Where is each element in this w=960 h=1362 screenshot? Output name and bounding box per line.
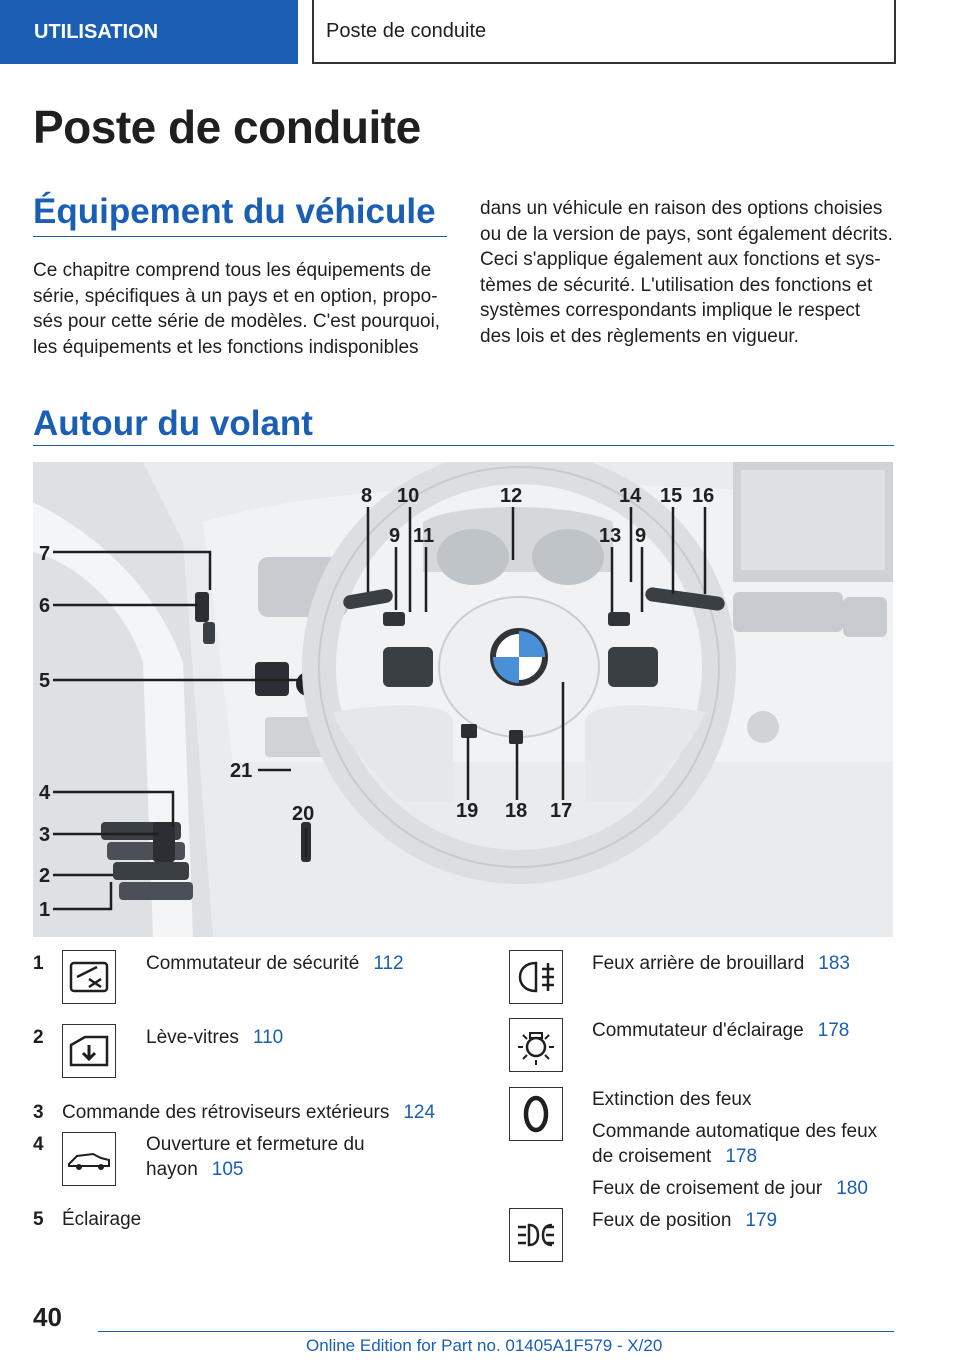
callout-1: 1	[39, 899, 51, 921]
text-line: tèmes de sécurité. L'utilisation des fonctions et	[480, 274, 873, 296]
lights-off-icon	[509, 1087, 563, 1141]
legend-item-light-switch	[592, 1018, 849, 1043]
text-line: des lois et des règlements en vigueur.	[480, 325, 799, 347]
legend-text: Ouverture et fermeture du	[146, 1134, 365, 1155]
callout-17: 17	[550, 800, 573, 822]
callout-13: 13	[599, 525, 622, 547]
legend-item-4	[146, 1132, 365, 1182]
cockpit-illustration	[33, 462, 893, 937]
tailgate-icon	[62, 1132, 116, 1186]
page-reference-link[interactable]: 112	[373, 953, 404, 974]
chapter-label: Poste de conduite	[326, 19, 487, 42]
page-reference-link[interactable]: 105	[211, 1159, 244, 1180]
legend-text: Commutateur de sécurité	[146, 953, 360, 974]
legend-item-rear-fog	[592, 951, 850, 976]
heading-rule	[33, 445, 894, 446]
legend-text: Feux de position	[592, 1210, 732, 1231]
intro-column-1	[33, 258, 453, 360]
text-line: ou de la version de pays, sont également décrits.	[480, 223, 893, 245]
legend-number: 4	[33, 1134, 44, 1155]
legend-number: 3	[33, 1102, 44, 1123]
legend-text: hayon	[146, 1159, 198, 1180]
callout-5: 5	[39, 670, 51, 692]
callout-18: 18	[505, 800, 528, 822]
child-lock-switch-icon	[62, 950, 116, 1004]
callout-21: 21	[230, 760, 253, 782]
page-reference-link[interactable]: 124	[403, 1102, 436, 1123]
text-line: sés pour cette série de modèles. C'est pourquoi,	[33, 311, 441, 332]
legend-number: 2	[33, 1027, 44, 1048]
legend-text: Éclairage	[62, 1209, 142, 1230]
legend-text: Commutateur d'éclairage	[592, 1020, 804, 1041]
callout-8: 8	[361, 485, 373, 507]
chapter-tab	[312, 0, 896, 64]
section-tab	[0, 0, 298, 64]
legend-item-5	[62, 1207, 141, 1232]
legend-number: 5	[33, 1209, 44, 1230]
legend-number: 1	[33, 953, 44, 974]
intro-column-2	[480, 196, 900, 349]
legend-text: Feux arrière de brouillard	[592, 953, 805, 974]
text-line: Ce chapitre comprend tous les équipements de	[33, 260, 432, 281]
page-reference-link[interactable]: 178	[725, 1146, 758, 1167]
legend-item-2	[146, 1025, 283, 1050]
page-reference-link[interactable]: 178	[817, 1020, 850, 1041]
legend-text: Extinction des feux	[592, 1089, 752, 1110]
text-line: dans un véhicule en raison des options choisies	[480, 198, 883, 219]
callout-2: 2	[39, 865, 51, 887]
light-switch-icon	[509, 1018, 563, 1072]
legend-text: Feux de croisement de jour	[592, 1178, 823, 1199]
legend-item-1	[146, 951, 404, 976]
page-reference-link[interactable]: 110	[252, 1027, 284, 1048]
footer-rule	[98, 1331, 894, 1332]
legend-item-lights-off	[592, 1087, 877, 1201]
page-title: Poste de conduite	[33, 101, 421, 153]
text-line: Ceci s'applique également aux fonctions et sys‐	[480, 249, 881, 270]
legend-item-3	[62, 1100, 435, 1125]
page-reference-link[interactable]: 179	[745, 1210, 778, 1231]
section-label: UTILISATION	[34, 20, 159, 43]
callout-14: 14	[619, 485, 642, 507]
callout-10: 10	[397, 485, 420, 507]
legend-text: de croisement	[592, 1146, 712, 1167]
text-line: les équipements et les fonctions indisponibles	[33, 336, 419, 358]
rear-fog-light-icon	[509, 950, 563, 1004]
callout-4: 4	[39, 782, 51, 804]
text-line: série, spécifiques à un pays et en option, propo‐	[33, 285, 438, 307]
callout-16: 16	[692, 485, 715, 507]
callout-9: 9	[389, 525, 401, 547]
page-reference-link[interactable]: 180	[836, 1178, 868, 1199]
cockpit-drawing	[33, 462, 893, 937]
callout-15: 15	[660, 485, 683, 507]
parking-lights-icon	[509, 1208, 563, 1262]
callout-7: 7	[39, 543, 51, 565]
legend-text: Commande des rétroviseurs extérieurs	[62, 1102, 390, 1123]
callout-6: 6	[39, 595, 51, 617]
legend-text: Commande automatique des feux	[592, 1121, 878, 1142]
legend-item-parking-lights	[592, 1208, 777, 1233]
callout-12: 12	[500, 485, 523, 507]
callout-11: 11	[413, 525, 435, 547]
callout-9b: 9	[635, 525, 647, 547]
legend-text: Lève-vitres	[146, 1027, 239, 1048]
text-line: systèmes correspondants implique le respect	[480, 300, 861, 321]
window-lifter-icon	[62, 1024, 116, 1078]
page-number: 40	[33, 1302, 62, 1332]
page-reference-link[interactable]: 183	[818, 953, 850, 974]
footer-edition: Online Edition for Part no. 01405A1F579 - X/20	[306, 1336, 663, 1355]
callout-20: 20	[292, 803, 315, 825]
heading-rule	[33, 236, 447, 237]
callout-3: 3	[39, 824, 51, 846]
section-heading-equipment: Équipement du véhicule	[33, 192, 436, 231]
callout-19: 19	[456, 800, 479, 822]
section-heading-steering: Autour du volant	[33, 404, 313, 443]
